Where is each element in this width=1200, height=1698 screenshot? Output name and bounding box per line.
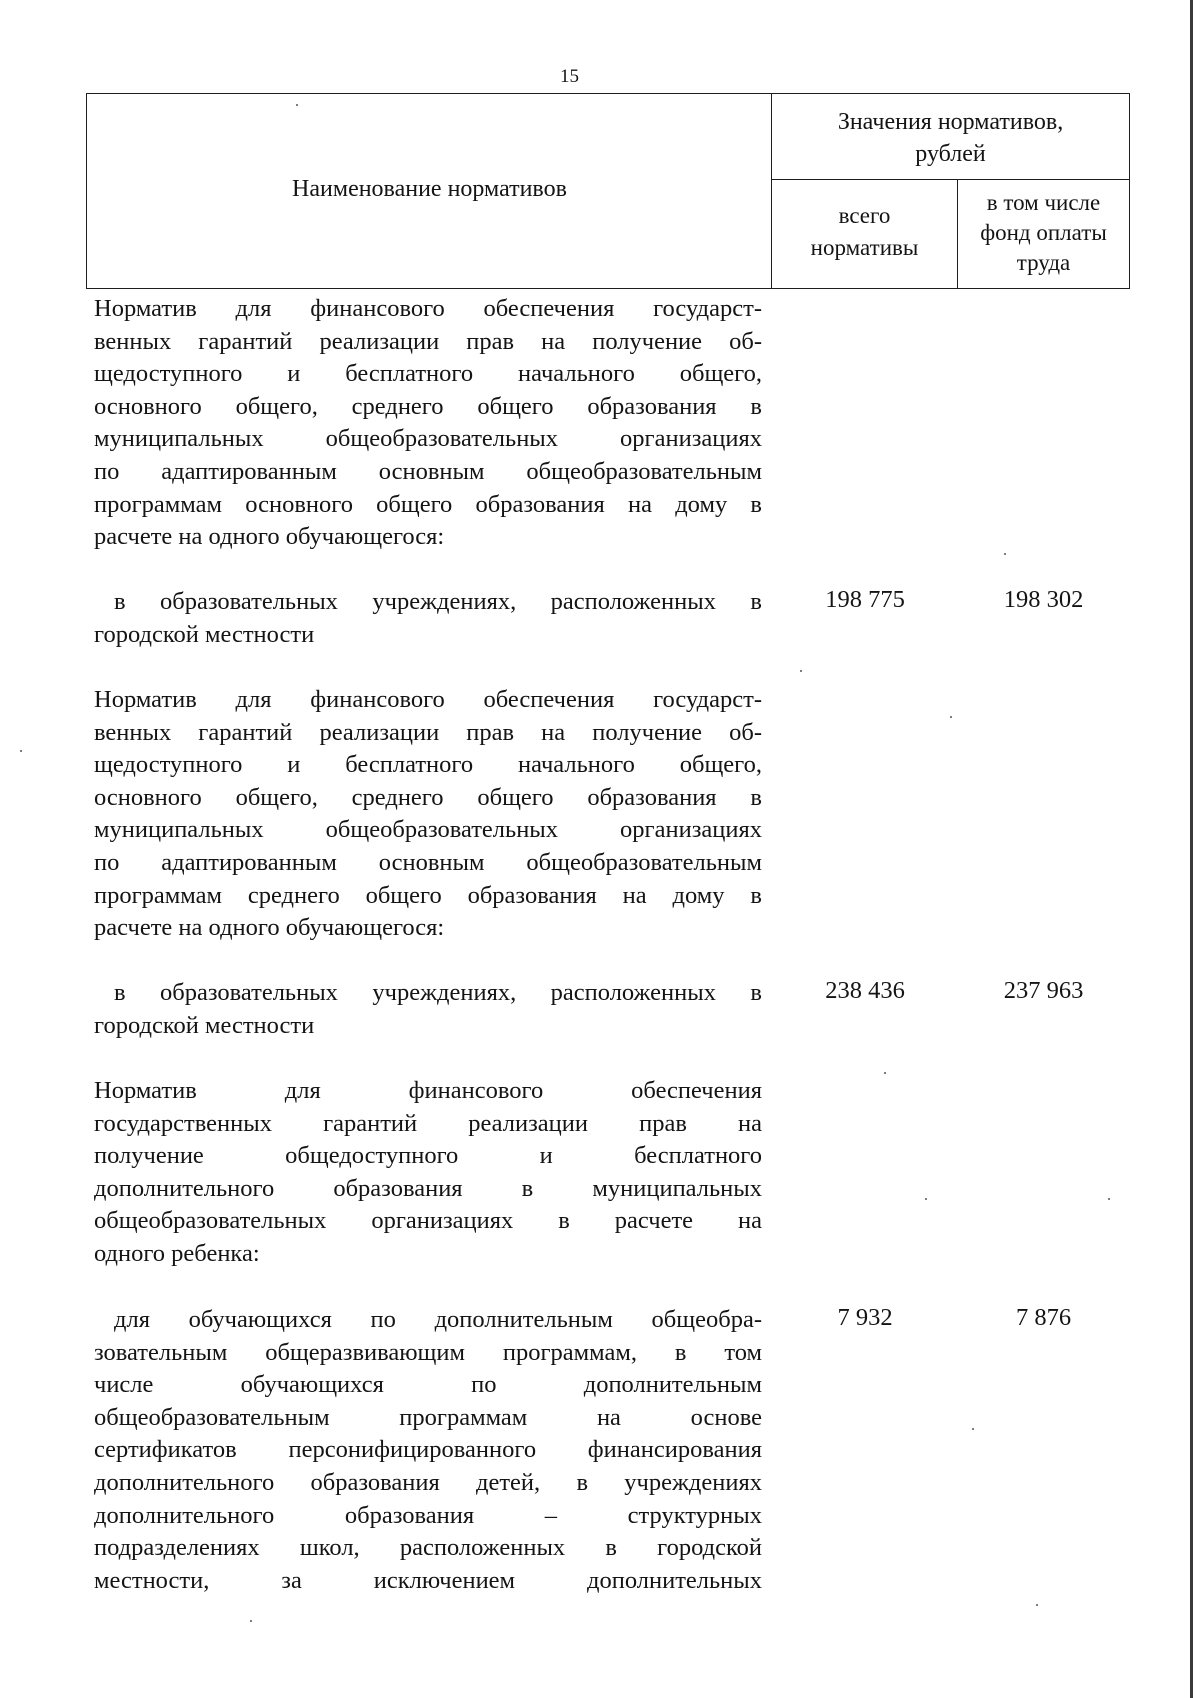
- text-line: дополнительного образования детей, в учреждениях: [94, 1468, 762, 1496]
- text-line: для обучающихся по дополнительным общеобра-: [114, 1306, 762, 1333]
- text-line: городской местности: [94, 620, 315, 648]
- table-row-heading-2: [94, 684, 762, 945]
- row-total-value: 7 932: [837, 1304, 893, 1331]
- scan-speck: [1004, 553, 1006, 555]
- row-total-value: 238 436: [825, 977, 905, 1004]
- text-line: основного общего, среднего общего образования в: [94, 392, 762, 420]
- text-line: в образовательных учреждениях, расположенных в: [114, 588, 762, 615]
- text-line: в образовательных учреждениях, расположенных в: [114, 979, 762, 1006]
- table-row-item-3: [94, 1304, 762, 1597]
- text-line: венных гарантий реализации прав на получение об-: [94, 327, 762, 355]
- text-line: одного ребенка:: [94, 1239, 260, 1267]
- header-values-line: Значения нормативов,: [837, 109, 1064, 135]
- text-line: программам основного общего образования на дому в: [94, 490, 762, 518]
- text-line: числе обучающихся по дополнительным: [94, 1371, 762, 1399]
- scan-speck: [296, 104, 298, 106]
- text-line: Норматив для финансового обеспечения государст-: [94, 686, 762, 713]
- text-line: местности, за исключением дополнительных: [94, 1566, 762, 1594]
- row-heading-text: [94, 1075, 762, 1271]
- table-row-item-2: [94, 977, 762, 1042]
- header-total-line: всего: [838, 203, 891, 228]
- header-total-line: нормативы: [810, 235, 919, 260]
- row-heading-text: [94, 293, 762, 554]
- text-line: основного общего, среднего общего образования в: [94, 783, 762, 811]
- row-wage-value: 198 302: [1003, 586, 1084, 613]
- text-line: щедоступного и бесплатного начального общего,: [94, 751, 762, 779]
- scan-speck: [972, 1428, 974, 1430]
- scan-speck: [1108, 1198, 1110, 1200]
- scan-speck: [950, 716, 952, 718]
- row-wage-value: 237 963: [1003, 977, 1084, 1004]
- header-name-column: [87, 94, 772, 288]
- header-name-label: Наименование нормативов: [292, 176, 567, 202]
- row-item-text: [94, 977, 762, 1042]
- text-line: расчете на одного обучающегося:: [94, 914, 445, 942]
- row-item-text: [94, 1304, 762, 1597]
- text-line: муниципальных общеобразовательных организациях: [94, 425, 762, 453]
- text-line: общеобразовательным программам на основе: [94, 1403, 762, 1431]
- text-line: городской местности: [94, 1011, 315, 1039]
- text-line: программам среднего общего образования на дому в: [94, 881, 762, 909]
- header-values-line: рублей: [915, 141, 986, 167]
- text-line: получение общедоступного и бесплатного: [94, 1142, 762, 1170]
- row-item-text: [94, 586, 762, 651]
- header-wage-label: [958, 180, 1129, 288]
- scan-speck: [250, 1620, 252, 1622]
- row-wage-value: 7 876: [1015, 1304, 1072, 1331]
- text-line: Норматив для финансового обеспечения государст-: [94, 295, 762, 322]
- text-line: дополнительного образования – структурных: [94, 1501, 762, 1529]
- text-line: расчете на одного обучающегося:: [94, 523, 445, 551]
- scan-speck: [20, 750, 22, 752]
- page-number: 15: [560, 66, 579, 87]
- header-total-label: [772, 180, 958, 288]
- text-line: Норматив для финансового обеспечения: [94, 1077, 762, 1104]
- text-line: зовательным общеразвивающим программам, в том: [94, 1338, 762, 1366]
- scan-speck: [800, 670, 802, 672]
- text-line: государственных гарантий реализации прав на: [94, 1109, 762, 1137]
- scan-speck: [925, 1198, 927, 1200]
- scan-speck: [1036, 1604, 1038, 1606]
- text-line: муниципальных общеобразовательных организациях: [94, 816, 762, 844]
- header-values-label: [772, 94, 1129, 180]
- text-line: общеобразовательных организациях в расчете на: [94, 1207, 762, 1235]
- table-row-item-1: [94, 586, 762, 651]
- text-line: венных гарантий реализации прав на получение об-: [94, 718, 762, 746]
- header-wage-line: труда: [1016, 250, 1071, 275]
- text-line: сертификатов персонифицированного финансирования: [94, 1436, 762, 1464]
- text-line: по адаптированным основным общеобразовательным: [94, 457, 762, 485]
- text-line: подразделениях школ, расположенных в городской: [94, 1534, 762, 1562]
- row-heading-text: [94, 684, 762, 945]
- table-header: [86, 93, 1130, 289]
- scan-edge-line: [1190, 0, 1193, 1698]
- scan-speck: [884, 1072, 886, 1074]
- table-row-heading-1: [94, 293, 762, 554]
- table-row-heading-3: [94, 1075, 762, 1271]
- row-total-value: 198 775: [825, 586, 905, 613]
- header-wage-line: в том числе: [986, 190, 1101, 215]
- text-line: дополнительного образования в муниципальных: [94, 1174, 762, 1202]
- text-line: по адаптированным основным общеобразовательным: [94, 848, 762, 876]
- text-line: щедоступного и бесплатного начального общего,: [94, 360, 762, 388]
- header-wage-line: фонд оплаты: [980, 220, 1107, 245]
